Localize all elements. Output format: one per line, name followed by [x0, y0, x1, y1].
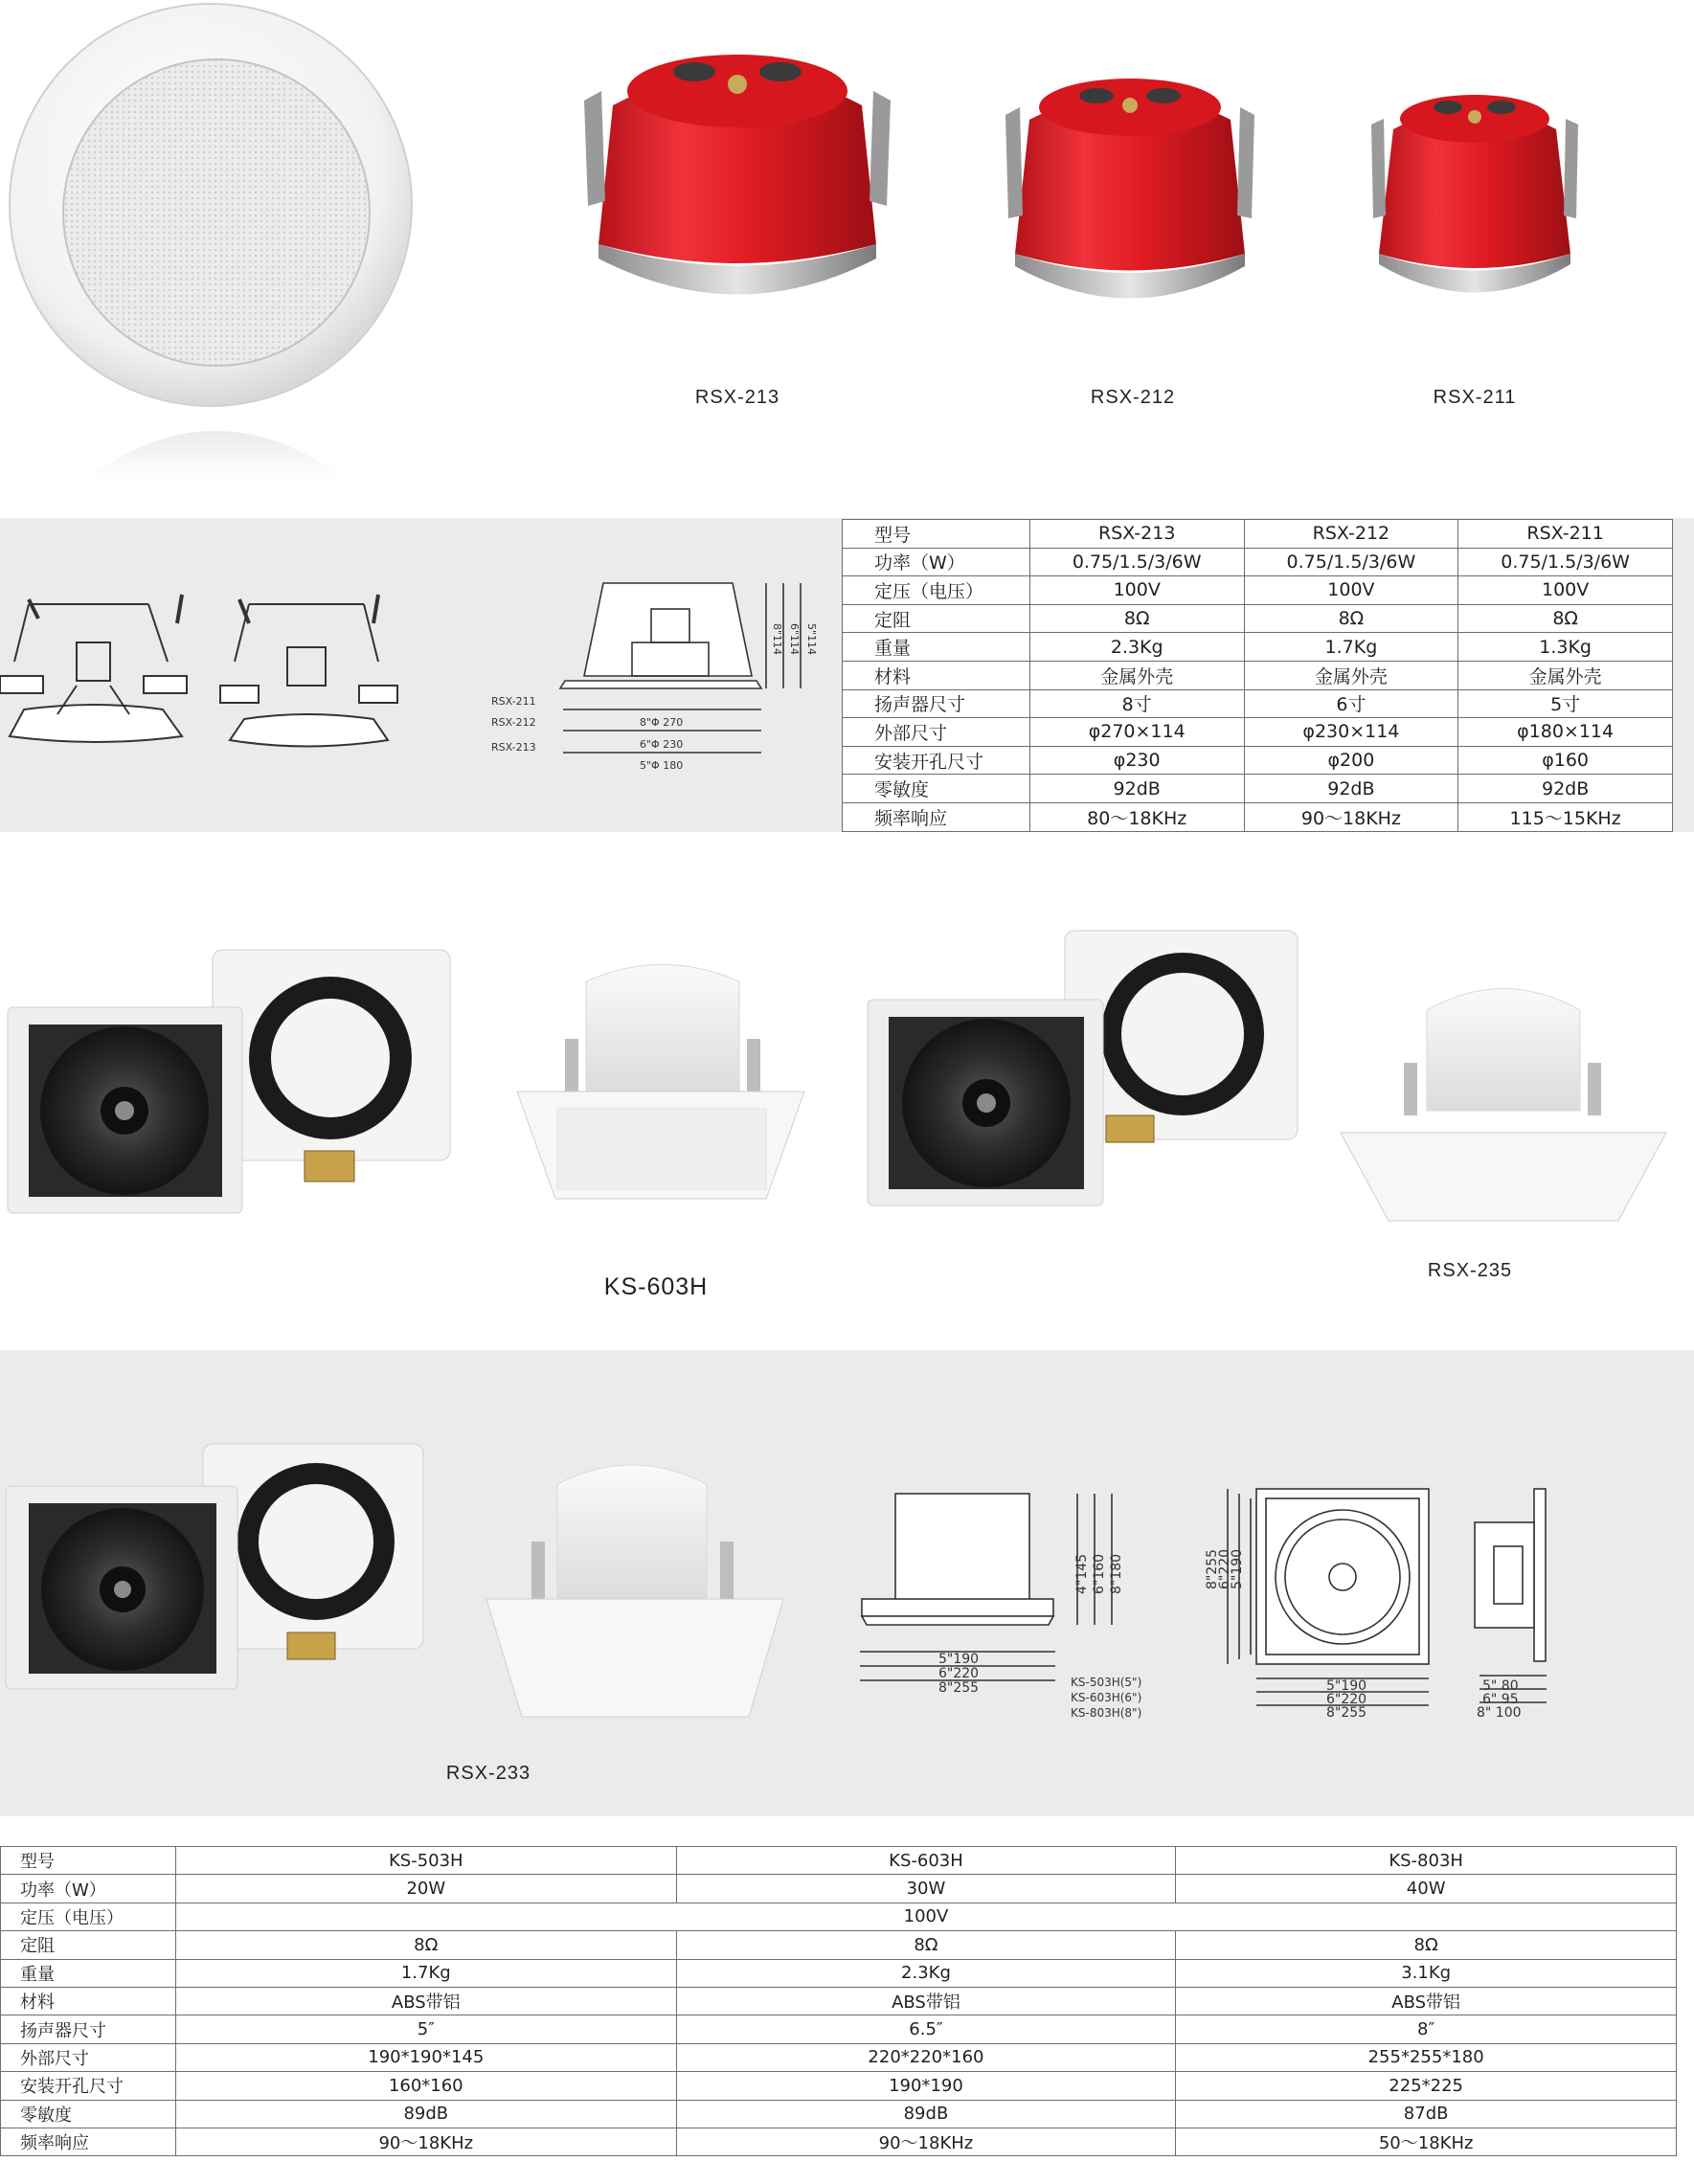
table2-power-cell: 40W	[1176, 1875, 1677, 1903]
square-speaker-photos	[0, 929, 1694, 1273]
diagram2-height-4: 4"145	[1074, 1553, 1090, 1594]
diagram1-width-5: 5"Φ 180	[640, 759, 684, 772]
table1-cell: 80～18KHz	[1029, 802, 1244, 831]
table1-row-label: 定压（电压）	[843, 576, 1030, 605]
table2-row	[1, 1987, 1677, 2015]
diagram3-height-5: 5"190	[1230, 1548, 1245, 1589]
table2-row	[1, 2128, 1677, 2155]
diagram2-width-5: 5"190	[938, 1652, 980, 1667]
diagram2-width-6: 6"220	[938, 1666, 980, 1681]
table1-cell: 92dB	[1458, 775, 1673, 803]
rsx-213-photo	[584, 55, 891, 295]
table2-body	[1, 1931, 1677, 2156]
caption-ks-603h: KS-603H	[603, 1273, 709, 1300]
dimension-drawings	[843, 1479, 1694, 1747]
table1-row-label: 频率响应	[843, 802, 1030, 831]
table1-row	[843, 746, 1673, 775]
table2-header-cell: KS-603H	[676, 1847, 1176, 1875]
table2-row-label: 材料	[1, 1987, 176, 2015]
table1-header-cell: RSX-213	[1029, 520, 1244, 549]
table2-cell: 89dB	[676, 2100, 1176, 2128]
rsx-212-photo	[1005, 79, 1254, 299]
table1-cell: 8Ω	[1458, 604, 1673, 633]
table2-row	[1, 2043, 1677, 2071]
installation-diagram-1	[0, 518, 843, 832]
rsx-233-side-photo	[486, 1465, 783, 1717]
diagram1-label-rsx211: RSX-211	[491, 695, 536, 708]
ks-603h-back-photo	[213, 950, 450, 1182]
table1-row-label: 外部尺寸	[843, 718, 1030, 747]
table2-voltage-cell: 100V	[175, 1903, 1676, 1930]
table2-cell: 3.1Kg	[1176, 1959, 1677, 1987]
table1-row-label: 定阻	[843, 604, 1030, 633]
caption-rsx-213: RSX-213	[694, 387, 780, 408]
table2-cell: ABS带铝	[1176, 1987, 1677, 2015]
table2-cell: 2.3Kg	[676, 1959, 1176, 1987]
table1-row-label: 重量	[843, 633, 1030, 662]
diagram3-width-5: 5"190	[1326, 1678, 1367, 1694]
table2-cell: 190*190	[676, 2072, 1176, 2100]
table1-cell: 2.3Kg	[1029, 633, 1244, 662]
table1-cell: φ230	[1029, 746, 1244, 775]
table2-power-cell: 20W	[175, 1875, 676, 1903]
table2-row	[1, 1931, 1677, 1959]
table2-power-row	[1, 1875, 1677, 1903]
table2-cell: ABS带铝	[175, 1987, 676, 2015]
table1-header-cell: RSX-212	[1244, 520, 1458, 549]
ks-603h-front-photo	[8, 1007, 242, 1213]
table1-cell: φ160	[1458, 746, 1673, 775]
table2-cell: 160*160	[175, 2072, 676, 2100]
table1-row	[843, 689, 1673, 718]
table2-header-cell: KS-803H	[1176, 1847, 1677, 1875]
table2-cell: 90～18KHz	[676, 2128, 1176, 2155]
table2-row-label: 扬声器尺寸	[1, 2015, 176, 2043]
diagram3-width-6: 6"220	[1326, 1692, 1367, 1707]
table1-row	[843, 718, 1673, 747]
table1-row	[843, 576, 1673, 605]
diagram2-width-8: 8"255	[938, 1680, 980, 1696]
table2-cell: 220*220*160	[676, 2043, 1176, 2071]
table1-header-row	[843, 520, 1673, 549]
table1-cell: 92dB	[1029, 775, 1244, 803]
table1-cell: 92dB	[1244, 775, 1458, 803]
table1-cell: φ270×114	[1029, 718, 1244, 747]
table1-cell: 115～15KHz	[1458, 802, 1673, 831]
rsx-235-side-photo	[1341, 989, 1666, 1222]
table1-cell: 100V	[1458, 576, 1673, 605]
diagram1-width-8: 8"Φ 270	[640, 716, 684, 729]
caption-rsx-212: RSX-212	[1090, 387, 1176, 408]
rsx-211-photo	[1371, 95, 1578, 293]
table2-cell: 190*190*145	[175, 2043, 676, 2071]
table1-cell: 100V	[1029, 576, 1244, 605]
table1-cell: 5寸	[1458, 689, 1673, 718]
table1-cell: φ180×114	[1458, 718, 1673, 747]
diagram1-width-6: 6"Φ 230	[640, 738, 684, 751]
table1-row-label: 扬声器尺寸	[843, 689, 1030, 718]
ks-603h-side-photo	[517, 965, 804, 1200]
diagram1-height-8: 8"114	[771, 623, 783, 656]
table1-cell: 8Ω	[1029, 604, 1244, 633]
table1-cell: 0.75/1.5/3/6W	[1458, 548, 1673, 576]
spec-table-rsx	[842, 519, 1673, 832]
table2-row	[1, 1959, 1677, 1987]
table2-row-label: 重量	[1, 1959, 176, 1987]
table1-header-cell: RSX-211	[1458, 520, 1673, 549]
table2-cell: 90～18KHz	[175, 2128, 676, 2155]
table1-cell: 金属外壳	[1458, 661, 1673, 689]
table2-cell: ABS带铝	[676, 1987, 1176, 2015]
table1-row	[843, 775, 1673, 803]
table1-row	[843, 604, 1673, 633]
diagram1-height-5: 5"114	[805, 623, 818, 656]
table1-row-label: 功率（W）	[843, 548, 1030, 576]
table1-cell: 金属外壳	[1244, 661, 1458, 689]
table1-cell: φ230×114	[1244, 718, 1458, 747]
diagram3-width-8: 8"255	[1326, 1705, 1367, 1721]
table1-row	[843, 548, 1673, 576]
table1-row	[843, 802, 1673, 831]
table1-row-label: 零敏度	[843, 775, 1030, 803]
table2-row-label: 安装开孔尺寸	[1, 2072, 176, 2100]
table2-cell: 5″	[175, 2015, 676, 2043]
table1-row	[843, 633, 1673, 662]
diagram3-height-6: 6"220	[1217, 1548, 1232, 1589]
table2-cell: 1.7Kg	[175, 1959, 676, 1987]
diagram2-model-503: KS-503H(5")	[1071, 1676, 1142, 1689]
diagram1-height-6: 6"114	[788, 623, 801, 656]
rsx-233-photos	[0, 1417, 804, 1743]
table2-header-row	[1, 1847, 1677, 1875]
diagram2-model-803: KS-803H(8")	[1071, 1706, 1142, 1720]
table2-power-cell: 30W	[676, 1875, 1176, 1903]
table2-cell: 50～18KHz	[1176, 2128, 1677, 2155]
table1-cell: φ200	[1244, 746, 1458, 775]
table2-row-label: 外部尺寸	[1, 2043, 176, 2071]
table1-cell: 1.7Kg	[1244, 633, 1458, 662]
table2-cell: 8Ω	[676, 1931, 1176, 1959]
table2-header-label: 型号	[1, 1847, 176, 1875]
diagram2-height-8: 8"180	[1109, 1553, 1124, 1594]
table2-power-label: 功率（W）	[1, 1875, 176, 1903]
table2-row	[1, 2015, 1677, 2043]
table1-row	[843, 661, 1673, 689]
table1-header-label: 型号	[843, 520, 1030, 549]
diagram2-height-6: 6"160	[1092, 1553, 1107, 1594]
table1-cell: 90～18KHz	[1244, 802, 1458, 831]
table1-cell: 8Ω	[1244, 604, 1458, 633]
diagram1-label-rsx213: RSX-213	[491, 741, 536, 754]
diagram2-model-603: KS-603H(6")	[1071, 1691, 1142, 1704]
table1-body	[843, 548, 1673, 831]
table2-voltage-label: 定压（电压）	[1, 1903, 176, 1930]
diagram1-label-rsx212: RSX-212	[491, 716, 536, 729]
table2-row-label: 零敏度	[1, 2100, 176, 2128]
table2-cell: 87dB	[1176, 2100, 1677, 2128]
diagram3-depth-6: 6" 95	[1482, 1692, 1519, 1707]
table2-cell: 8Ω	[175, 1931, 676, 1959]
table1-cell: 6寸	[1244, 689, 1458, 718]
table2-row	[1, 2072, 1677, 2100]
table2-row	[1, 2100, 1677, 2128]
table1-cell: 0.75/1.5/3/6W	[1244, 548, 1458, 576]
caption-rsx-235: RSX-235	[1427, 1260, 1513, 1281]
table2-cell: 89dB	[175, 2100, 676, 2128]
table1-cell: 0.75/1.5/3/6W	[1029, 548, 1244, 576]
table2-cell: 8″	[1176, 2015, 1677, 2043]
diagram3-depth-5: 5" 80	[1482, 1678, 1519, 1694]
rsx-233-front-photo	[6, 1486, 237, 1689]
table2-voltage-row	[1, 1903, 1677, 1930]
round-white-speaker-photo	[10, 4, 412, 479]
table2-cell: 225*225	[1176, 2072, 1677, 2100]
table1-row-label: 安装开孔尺寸	[843, 746, 1030, 775]
table2-cell: 8Ω	[1176, 1931, 1677, 1959]
table2-cell: 255*255*180	[1176, 2043, 1677, 2071]
table2-row-label: 定阻	[1, 1931, 176, 1959]
caption-rsx-233: RSX-233	[445, 1763, 531, 1784]
table1-cell: 1.3Kg	[1458, 633, 1673, 662]
table2-header-cell: KS-503H	[175, 1847, 676, 1875]
table1-row-label: 材料	[843, 661, 1030, 689]
diagram3-height-8: 8"255	[1205, 1548, 1220, 1589]
table1-cell: 8寸	[1029, 689, 1244, 718]
spec-table-ks	[0, 1846, 1677, 2156]
caption-rsx-211: RSX-211	[1433, 387, 1517, 408]
rsx-235-front-photo	[868, 1000, 1103, 1205]
top-product-photos	[0, 0, 1694, 517]
diagram3-depth-8: 8" 100	[1477, 1705, 1522, 1721]
table1-cell: 100V	[1244, 576, 1458, 605]
table2-row-label: 频率响应	[1, 2128, 176, 2155]
table2-cell: 6.5″	[676, 2015, 1176, 2043]
table1-cell: 金属外壳	[1029, 661, 1244, 689]
